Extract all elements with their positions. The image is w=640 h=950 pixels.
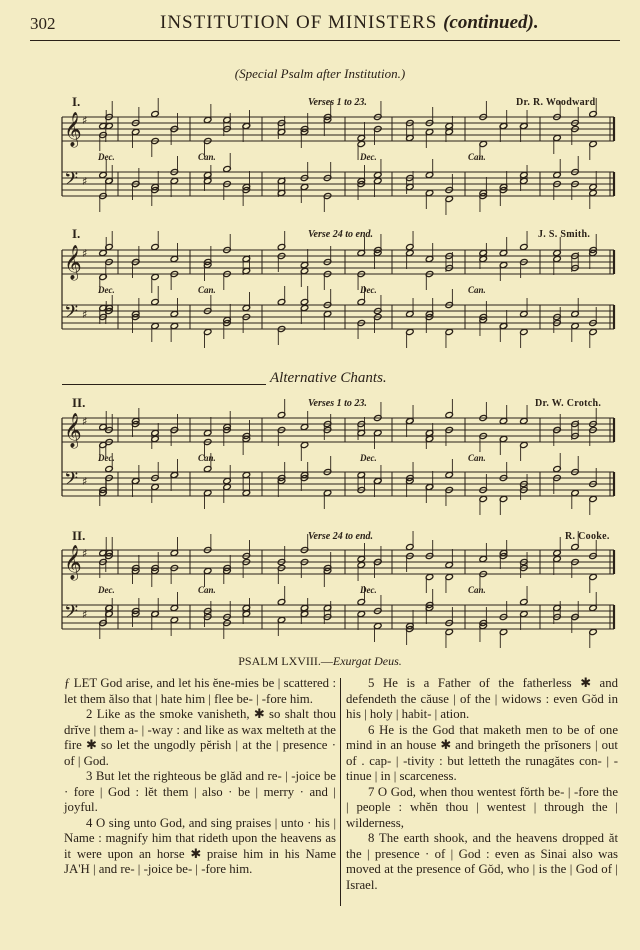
psalm-verse: 4 O sing unto God, and sing praises | unto · his | Name : magnify him that rideth upon the heavens as it were upon an horse ✱ praise him in his Name JA'H | and re- | -joice be- | -fore him. bbox=[64, 815, 336, 876]
chant-composer: Dr. R. Woodward bbox=[516, 97, 596, 108]
decani-cantoris-label: Dec. bbox=[98, 585, 115, 595]
treble-clef-icon: 𝄞 bbox=[64, 112, 82, 147]
psalm-verse: 8 The earth shook, and the heavens dropped ăt the | presence · of | God : even as Sinai also was moved at the presence of Gŏd, who | is the | God of | Israel. bbox=[346, 831, 618, 892]
decani-cantoris-label: Dec. bbox=[98, 453, 115, 463]
decani-cantoris-label: Can. bbox=[198, 585, 216, 595]
sharp-icon: ♯ bbox=[82, 175, 88, 188]
chant-number: II. bbox=[72, 528, 86, 543]
psalm-latin-title: Exurgat Deus. bbox=[332, 654, 402, 668]
chant-composer: J. S. Smith. bbox=[538, 229, 591, 240]
page-title-continued: (continued). bbox=[443, 12, 539, 33]
chant-verses: Verse 24 to end. bbox=[308, 531, 373, 542]
special-psalm-title: (Special Psalm after Institution.) bbox=[234, 66, 406, 81]
chant-verses: Verse 24 to end. bbox=[308, 229, 373, 240]
column-divider bbox=[340, 678, 341, 906]
page-number: 302 bbox=[30, 14, 56, 33]
sharp-icon: ♯ bbox=[82, 608, 88, 621]
chant-number: II. bbox=[72, 395, 86, 410]
psalm-verse: ƒ LET God arise, and let his ĕne-mies be | scattered : let them ălso that | hate him | flee be- | -fore him. bbox=[64, 676, 336, 706]
page-title: INSTITUTION OF MINISTERS bbox=[160, 12, 438, 33]
decani-cantoris-label: Can. bbox=[198, 453, 216, 463]
decani-cantoris-label: Dec. bbox=[360, 453, 377, 463]
decani-cantoris-label: Can. bbox=[198, 285, 216, 295]
treble-clef-icon: 𝄞 bbox=[64, 413, 82, 448]
decani-cantoris-label: Can. bbox=[468, 285, 486, 295]
psalm-verse: 2 Like as the smoke vanisheth, ✱ so shalt thou drĭve | them a- | -way : and like as wax melteth at the fire ✱ so let the ungodly pĕrish | at the | presence · of | God. bbox=[64, 707, 336, 768]
bass-clef-icon: 𝄢 bbox=[64, 169, 79, 194]
sharp-icon: ♯ bbox=[82, 308, 88, 321]
decani-cantoris-label: Can. bbox=[468, 585, 486, 595]
psalm-title: PSALM LXVIII.— bbox=[238, 654, 333, 668]
decani-cantoris-label: Dec. bbox=[360, 285, 377, 295]
sharp-icon: ♯ bbox=[82, 415, 88, 428]
chant-number: I. bbox=[72, 226, 81, 241]
chant-composer: Dr. W. Crotch. bbox=[535, 398, 602, 409]
chant-composer: R. Cooke. bbox=[565, 531, 610, 542]
psalm-verse: 3 But let the righteous be glăd and re- | -joice be · fore | God : lĕt them | also · be | merry · and | joyful. bbox=[64, 769, 336, 814]
decani-cantoris-label: Dec. bbox=[98, 285, 115, 295]
decani-cantoris-label: Can. bbox=[198, 152, 216, 162]
sharp-icon: ♯ bbox=[82, 475, 88, 488]
decani-cantoris-label: Can. bbox=[468, 453, 486, 463]
sharp-icon: ♯ bbox=[82, 547, 88, 560]
bass-clef-icon: 𝄢 bbox=[64, 469, 79, 494]
decani-cantoris-label: Can. bbox=[468, 152, 486, 162]
decani-cantoris-label: Dec. bbox=[98, 152, 115, 162]
psalm-verse: 7 O God, when thou wentest fŏrth be- | -fore the | people : whĕn thou | wentest | through the | wilderness, bbox=[346, 784, 618, 830]
sharp-icon: ♯ bbox=[82, 114, 88, 127]
psalm-column-right bbox=[346, 676, 618, 893]
treble-clef-icon: 𝄞 bbox=[64, 245, 82, 280]
decani-cantoris-label: Dec. bbox=[360, 585, 377, 595]
psalm-heading bbox=[0, 654, 640, 669]
psalm-column-left bbox=[64, 676, 336, 878]
decani-cantoris-label: Dec. bbox=[360, 152, 377, 162]
bass-clef-icon: 𝄢 bbox=[64, 302, 79, 327]
alternative-chants-title: Alternative Chants. bbox=[270, 370, 387, 386]
sharp-icon: ♯ bbox=[82, 247, 88, 260]
treble-clef-icon: 𝄞 bbox=[64, 545, 82, 580]
bass-clef-icon: 𝄢 bbox=[64, 602, 79, 627]
psalm-verse: 5 He is a Father of the fatherless ✱ and defendeth the căuse | of the | widows : even Gŏd in his | holy | habit- | ation. bbox=[346, 676, 618, 721]
chant-number: I. bbox=[72, 94, 81, 109]
chant-verses: Verses 1 to 23. bbox=[308, 97, 367, 108]
chant-verses: Verses 1 to 23. bbox=[308, 398, 367, 409]
psalm-verse: 6 He is the God that maketh men to be of one mind in an house ✱ and bringeth the prĭsoners | out of . cap- | -tivity : but letteth the runagătes con- | -tinue | in | scarceness. bbox=[346, 722, 618, 783]
